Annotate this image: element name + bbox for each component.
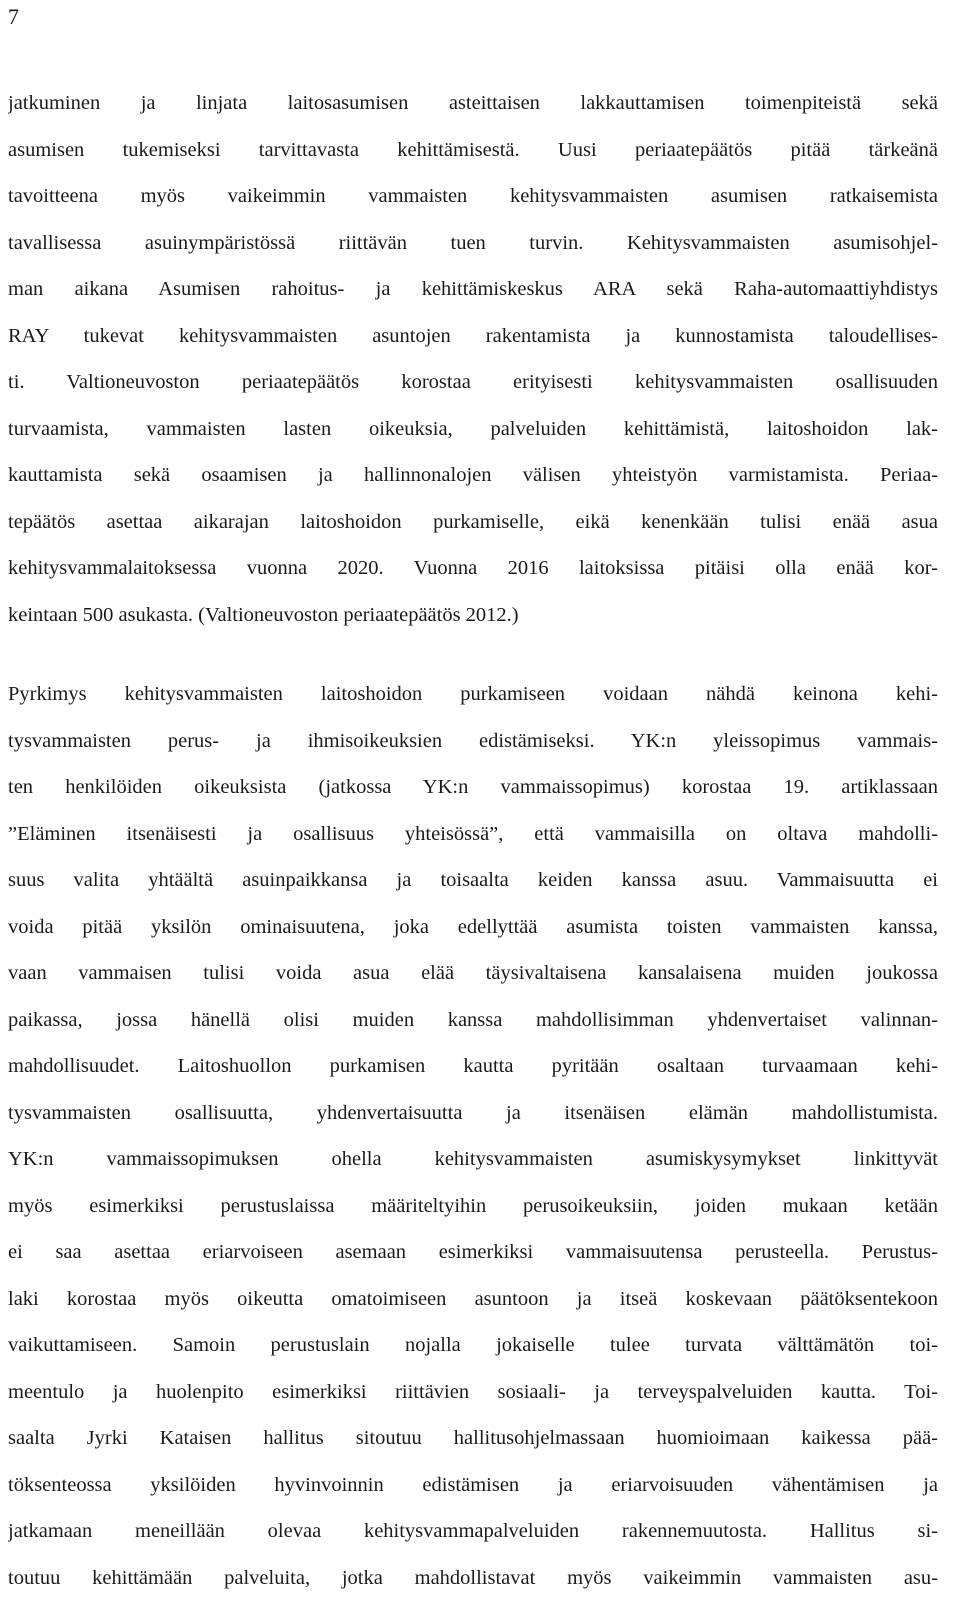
text-line: voida pitää yksilön ominaisuutena, joka edellyttää asumista toisten vammaisten kanssa, xyxy=(8,915,938,938)
text-line: Pyrkimys kehitysvammaisten laitoshoidon purkamiseen voidaan nähdä keinona kehi- xyxy=(8,683,938,705)
text-line: vaikuttamiseen. Samoin perustuslain nojalla jokaiselle tulee turvata välttämätön toi- xyxy=(8,1334,938,1356)
text-line: tavallisessa asuinympäristössä riittävän tuen turvin. Kehitysvammaisten asumisohjel- xyxy=(8,231,938,254)
text-line: RAY tukevat kehitysvammaisten asuntojen rakentamista ja kunnostamista taloudellises- xyxy=(8,324,938,347)
text-line: tavoitteena myös vaikeimmin vammaisten kehitysvammaisten asumisen ratkaisemista xyxy=(8,185,938,207)
text-line: laki korostaa myös oikeutta omatoimiseen asuntoon ja itseä koskevaan päätöksentekoon xyxy=(8,1287,938,1310)
text-line: ti. Valtioneuvoston periaatepäätös korostaa erityisesti kehitysvammaisten osallisuuden xyxy=(8,371,938,393)
page-number: 7 xyxy=(8,4,19,29)
text-line: turvaamista, vammaisten lasten oikeuksia, palveluiden kehittämistä, laitoshoidon lak- xyxy=(8,417,938,440)
text-line: jatkamaan meneillään olevaa kehitysvammapalveluiden rakennemuutosta. Hallitus si- xyxy=(8,1520,938,1542)
text-line: toutuu kehittämään palveluita, jotka mahdollistavat myös vaikeimmin vammaisten asu- xyxy=(8,1566,938,1589)
text-line: tepäätös asettaa aikarajan laitoshoidon purkamiselle, eikä kenenkään tulisi enää asua xyxy=(8,510,938,533)
text-line: ”Eläminen itsenäisesti ja osallisuus yhteisössä”, että vammaisilla on oltava mahdolli- xyxy=(8,822,938,845)
text-line: tysvammaisten osallisuutta, yhdenvertaisuutta ja itsenäisen elämän mahdollistumista. xyxy=(8,1101,938,1124)
text-line: saalta Jyrki Kataisen hallitus sitoutuu hallitusohjelmassaan huomioimaan kaikessa pää- xyxy=(8,1427,938,1449)
text-line: paikassa, jossa hänellä olisi muiden kanssa mahdollisimman yhdenvertaiset valinnan- xyxy=(8,1008,938,1031)
text-line: kehitysvammalaitoksessa vuonna 2020. Vuonna 2016 laitoksissa pitäisi olla enää kor- xyxy=(8,557,938,579)
text-line: YK:n vammaissopimuksen ohella kehitysvammaisten asumiskysymykset linkittyvät xyxy=(8,1148,938,1170)
text-line: suus valita yhtäältä asuinpaikkansa ja toisaalta keiden kanssa asuu. Vammaisuutta ei xyxy=(8,869,938,891)
text-line: ten henkilöiden oikeuksista (jatkossa YK:n vammaissopimus) korostaa 19. artiklassaan xyxy=(8,776,938,798)
text-line: myös esimerkiksi perustuslaissa määriteltyihin perusoikeuksiin, joiden mukaan ketään xyxy=(8,1194,938,1217)
text-line: töksenteossa yksilöiden hyvinvoinnin edistämisen ja eriarvoisuuden vähentämisen ja xyxy=(8,1473,938,1496)
text-line: ei saa asettaa eriarvoiseen asemaan esimerkiksi vammaisuutensa perusteella. Perustus- xyxy=(8,1241,938,1263)
text-line: vaan vammaisen tulisi voida asua elää täysivaltaisena kansalaisena muiden joukossa xyxy=(8,962,938,984)
text-line: mahdollisuudet. Laitoshuollon purkamisen kautta pyritään osaltaan turvaamaan kehi- xyxy=(8,1055,938,1077)
text-line: kauttamista sekä osaamisen ja hallinnonalojen välisen yhteistyön varmistamista. Periaa- xyxy=(8,464,938,486)
text-line: jatkuminen ja linjata laitosasumisen asteittaisen lakkauttamisen toimenpiteistä sekä xyxy=(8,92,938,114)
paragraph-2 xyxy=(8,671,938,1601)
text-line: tysvammaisten perus- ja ihmisoikeuksien edistämiseksi. YK:n yleissopimus vammais- xyxy=(8,729,938,752)
text-line: meentulo ja huolenpito esimerkiksi riittävien sosiaali- ja terveyspalveluiden kautta. Toi- xyxy=(8,1380,938,1403)
text-line: keintaan 500 asukasta. (Valtioneuvoston periaatepäätös 2012.) xyxy=(8,603,519,626)
text-line: man aikana Asumisen rahoitus- ja kehittämiskeskus ARA sekä Raha-automaattiyhdistys xyxy=(8,278,938,300)
paragraph-1 xyxy=(8,80,938,638)
text-line: asumisen tukemiseksi tarvittavasta kehittämisestä. Uusi periaatepäätös pitää tärkeänä xyxy=(8,138,938,161)
